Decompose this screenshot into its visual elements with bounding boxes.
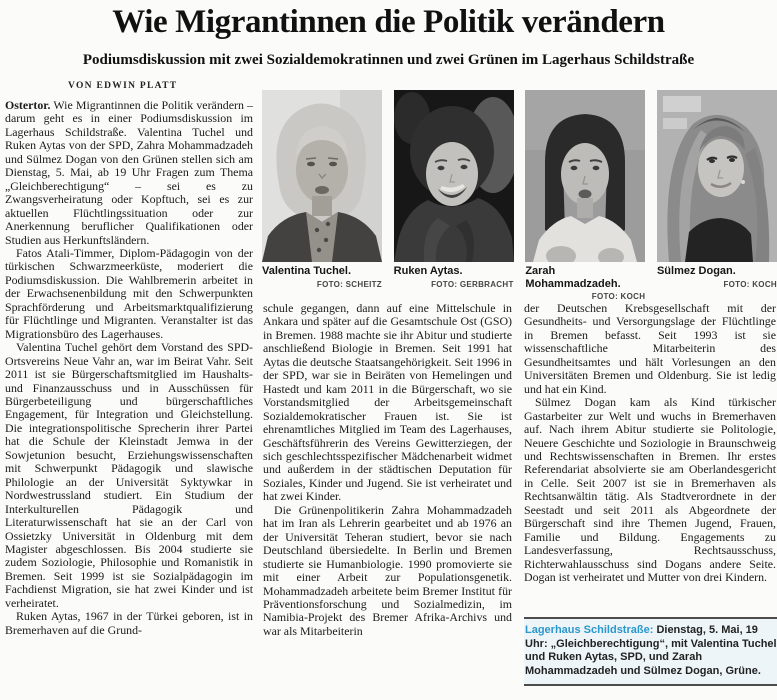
photo-credit: FOTO: SCHEITZ [316, 279, 382, 289]
text-column-3 [524, 302, 776, 616]
dateline: Ostertor. [5, 99, 51, 112]
subheadline: Podiumsdiskussion mit zwei Sozialdemokratinnen und zwei Grünen im Lagerhaus Schildstraße [82, 52, 695, 68]
photo-ruken-aytas [394, 90, 514, 262]
infobox-paragraph [525, 624, 777, 678]
photo-caption: Sülmez Dogan. [656, 265, 736, 277]
photo-valentina-tuchel [262, 90, 382, 262]
paragraph [5, 99, 253, 247]
paragraph: der Deutschen Krebsgesellschaft mit der Gesundheits- und Versorgungslage der Flüchtlinge in Bremen befasst. Seit 1993 ist sie wissenschaftliche Mitarbeiterin des Gesundheitsamtes und hält Vorlesungen an den Universitäten Bremen und Oldenburg. Sie ist ledig und hat ein Kind. [524, 302, 776, 396]
text-column-2 [263, 302, 512, 696]
paragraph: Fatos Atali-Timmer, Diplom-Pädagogin von der türkischen Schwarzmeerküste, moderiert die Podiumsdiskussion. Die Wahlbremerin arbeitet in der Erwachsenenbildung mit den Schwerpunkten Sprachförderung und Arbeitsmarktqualifizierung für Flüchtlinge und Migranten. Veranstalter ist das Migrationsbüro des Lagerhauses. [5, 245, 253, 341]
event-infobox [524, 617, 777, 686]
paragraph: Valentina Tuchel gehört dem Vorstand des SPD-Ortsvereins Neue Vahr an, war im Beirat Vahr. Seit 2011 ist sie Bürgerschaftsmitglied im Haushalts- und Finanzausschuss und in Ausschüssen für Bürgerbeteiligung und bürgerschaftliches Engagement, für Integration und Gleichstellung. Die integrationspolitische Sprecherin ihrer Partei hat die Schule der Kleinstadt Jemwa in der Sowjetunion besucht, Erziehungswissenschaften mit Schwerpunkt Pädagogik und slawische Philologie an der Universität Syktywkar in Nordwestrussland studiert. Ein Studium der Interkulturellen Pädagogik und Literaturwissenschaft hat sie an der Carl von Ossietzky Universität in Oldenburg mit dem Magister abgeschlossen. Bis 2004 studierte sie zudem Soziologie, Philosophie und Romanistik in Bremen. Seit 1999 ist sie Sozialpädagogin im Fachdienst Migration, sie hat zwei Kinder und ist verheiratet. [5, 340, 253, 610]
photo-credit: FOTO: KOCH [591, 292, 646, 301]
photo-caption-block [525, 262, 645, 301]
photo-suelmez-dogan [657, 90, 777, 262]
photo-caption: Valentina Tuchel. [262, 265, 352, 277]
figure-zarah-mohammadzadeh [525, 90, 645, 302]
infobox-lead: Lagerhaus Schildstraße: [525, 624, 654, 636]
paragraph-text: Wie Migrantinnen die Politik verändern – darum geht es in einer Podiumsdiskussion im Lagerhaus Schildstraße. Valentina Tuchel und Ruken Aytas von der SPD, Zahra Mohammadzadeh und Sülmez Dogan von den Grünen stellen sich am Dienstag, 5. Mai, ab 19 Uhr Fragen zum Thema „Gleichberechtigung“ – sei es zu Zwangsverheiratung oder Kopftuch, sei es zur aktuellen Flüchtlingssituation oder zur Anerkennung beruflicher Qualifikationen oder Studien aus Herkunftsländern. [5, 99, 253, 247]
photo-strip [262, 90, 777, 302]
paragraph: Die Grünenpolitikerin Zahra Mohammadzadeh hat im Iran als Lehrerin gearbeitet und ab 1976 an der Universität Teheran studiert, bevor sie nach Deutschland übersiedelte. In Berlin und Bremen studierte sie Humanbiologie. 1990 promovierte sie mit einer Arbeit zur Populationsgenetik. Mohammadzadeh arbeitete beim Bremer Institut für Präventionsforschung und Sozialmedizin, im Namibia-Projekt des Bremer Afrika-Archivs und war als Mitarbeiterin [263, 502, 512, 638]
photo-caption: Ruken Aytas. [393, 265, 463, 277]
byline: VON EDWIN PLATT [68, 81, 178, 91]
photo-caption-block [394, 262, 514, 289]
photo-caption-block [262, 262, 382, 289]
infobox-text: Dienstag, 5. Mai, 19 Uhr: „Gleichberechtigung“, mit Valentina Tuchel und Ruken Aytas, SPD, und Zarah Mohammadzadeh und Sülmez Dogan, Grüne. [525, 624, 777, 677]
paragraph: Ruken Aytas, 1967 in der Türkei geboren, ist in Bremerhaven auf die Grund- [5, 609, 253, 637]
paragraph: schule gegangen, dann auf eine Mittelschule in Ankara und später auf die Gesamtschule Ost (GSO) in Bremen. 1988 machte sie ihr Abitur und studierte anschließend Biologie in Bremen. Seit 1991 hat Aytas die deutsche Staatsangehörigkeit. Seit 1996 in der SPD, war sie in Beiräten von Hemelingen und Hastedt und kam 2011 in die Bürgerschaft, wo sie Vorstandsmitglied der Arbeitsgemeinschaft Sozialdemokratischer Frauen ist. Sie ist ehrenamtliches Mitglied im Team des Lagerhauses, Geschäftsführerin des Vereins Gewitterziegen, der sich geschlechtsspezifischer Mädchenarbeit widmet und außerdem in der städtischen Deputation für Soziales, Kinder und Jugend. Sie ist verheiratet und hat zwei Kinder. [263, 302, 512, 504]
figure-ruken-aytas [394, 90, 514, 302]
photo-caption-block [657, 262, 777, 289]
photo-caption: Zarah Mohammadzadeh. [525, 265, 621, 290]
photo-credit: FOTO: KOCH [723, 279, 777, 289]
text-column-1 [5, 99, 253, 693]
figure-valentina-tuchel [262, 90, 382, 302]
headline: Wie Migrantinnen die Politik verändern [112, 4, 665, 40]
photo-credit: FOTO: GERBRACHT [431, 279, 514, 289]
photo-zarah-mohammadzadeh [525, 90, 645, 262]
figure-suelmez-dogan [657, 90, 777, 302]
paragraph: Sülmez Dogan kam als Kind türkischer Gastarbeiter zur Welt und wuchs in Bremerhaven auf. Nach ihrem Abitur studierte sie Politologie, Neuere Geschichte und Soziologie in Braunschweig und Rechtswissenschaften in Bremen. Ihr erstes Referendariat absolvierte sie am Oberlandesgericht in Celle. Seit 2007 ist sie in Bremerhaven als Rechtsanwältin tätig. Als Stadtverordnete in der Seestadt und seit 2011 als Abgeordnete der Bürgerschaft sind ihre Themen Jugend, Frauen, Familie und Bildung. Engagements zu Landesverfassung, Rechtsausschuss, Richterwahlausschuss sind Dogans andere Seite. Dogan ist verheiratet und Mutter von drei Kindern. [524, 395, 776, 585]
